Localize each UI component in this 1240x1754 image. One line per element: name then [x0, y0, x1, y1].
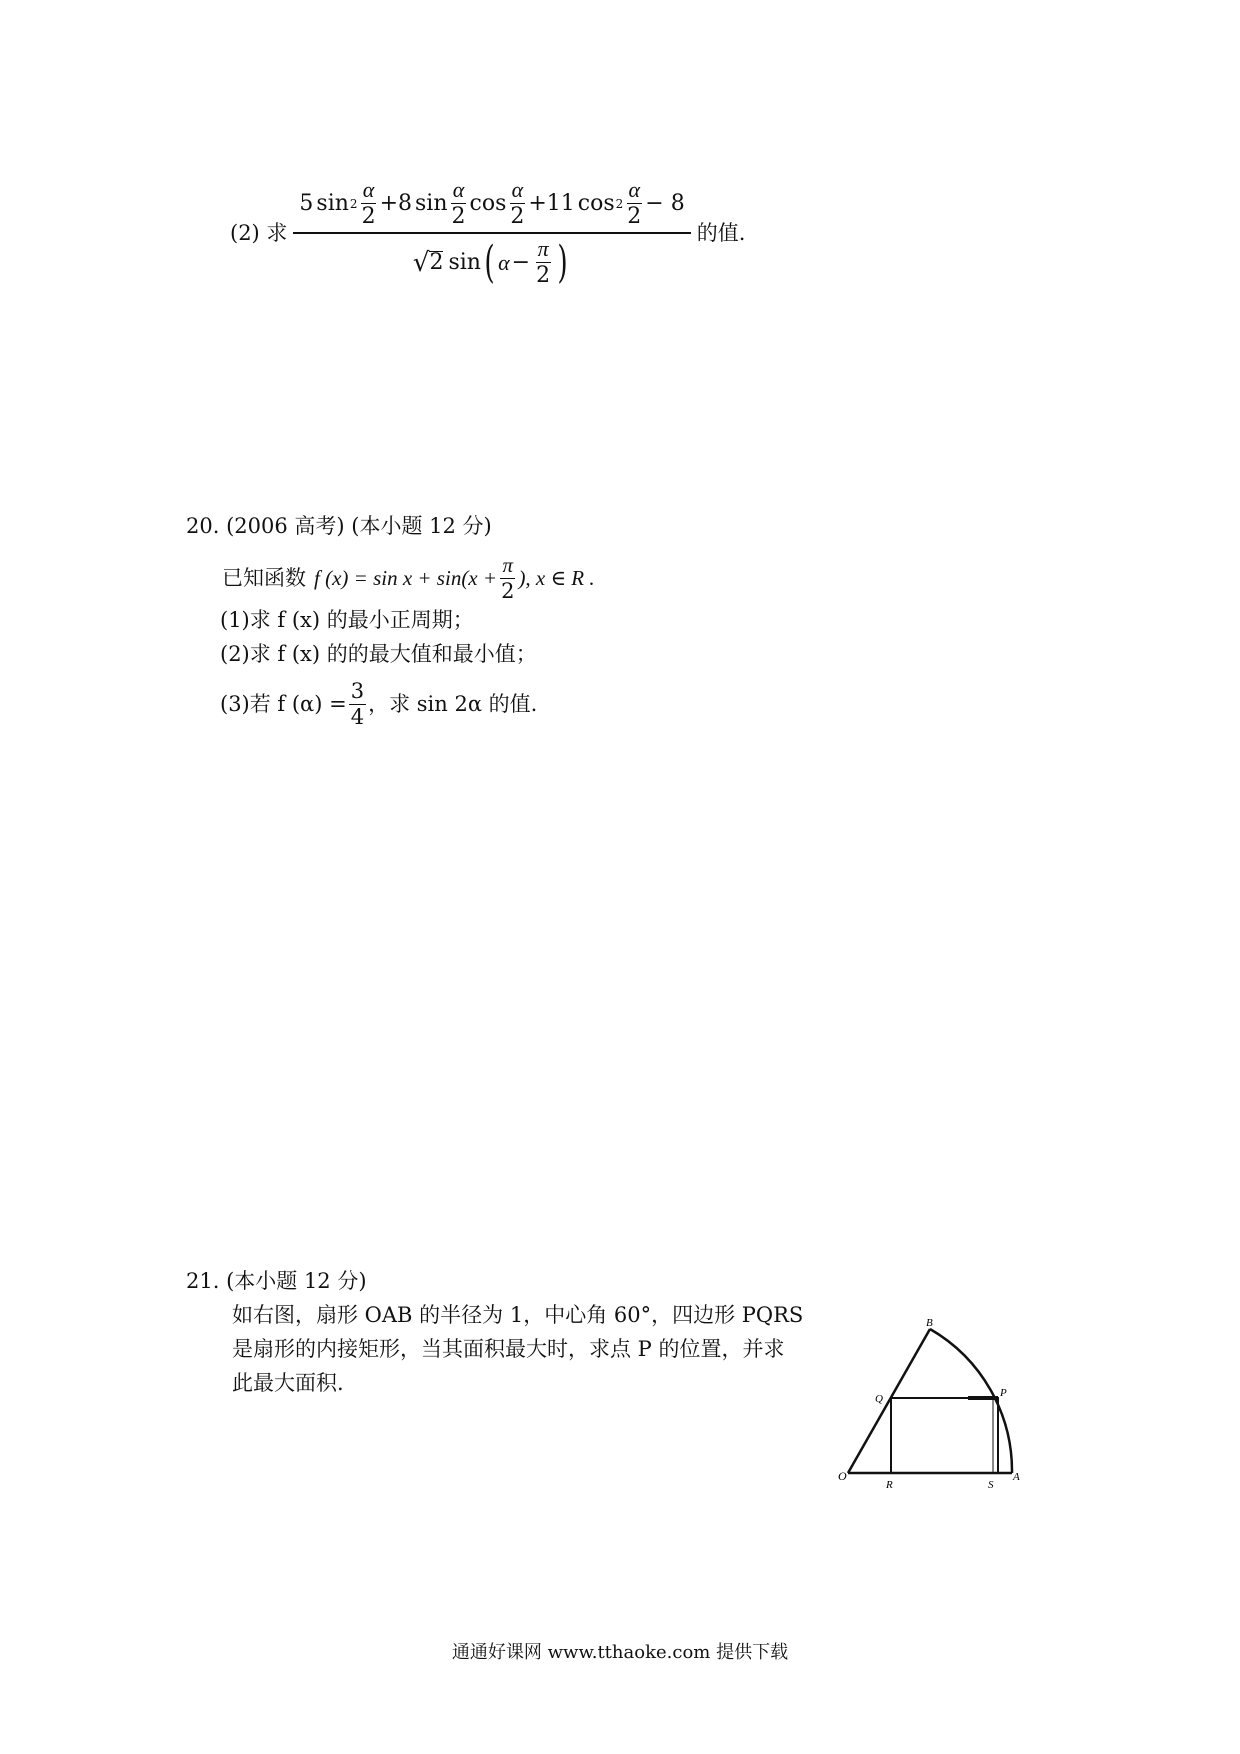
- label-B: B: [926, 1317, 933, 1329]
- sqrt-symbol: √: [412, 247, 430, 278]
- rectangle-PQRS: [891, 1398, 998, 1473]
- q20-header: 20. (2006 高考) (本小题 12 分): [186, 514, 492, 538]
- q20-function-def: 已知函数 f (x) = sin x + sin(x + $\frac{\pi}{2}$ ), x ∈ R .: [222, 552, 595, 603]
- label-S: S: [988, 1479, 994, 1491]
- q21-line2: 是扇形的内接矩形，当其面积最大时，求点 P 的位置，并求: [232, 1337, 785, 1361]
- q21-line1: 如右图，扇形 OAB 的半径为 1，中心角 60°，四边形 PQRS: [232, 1303, 804, 1327]
- q21-header: 21. (本小题 12 分): [186, 1269, 367, 1293]
- q20-part2: (2)求 f (x) 的的最大值和最小值；: [220, 642, 537, 666]
- q19-frac-alpha-half-1: $\frac{\alpha}{2}$: [361, 177, 376, 229]
- left-paren: (: [484, 236, 495, 288]
- label-A: A: [1013, 1471, 1020, 1483]
- q20-part3: (3)若 f (α) = $\frac{3}{4}$ ，求 sin 2α 的值.: [220, 678, 538, 729]
- right-paren: ): [557, 236, 568, 288]
- sector-figure: [830, 1310, 1030, 1510]
- q19-part2-label: (2) 求: [230, 221, 288, 245]
- q19-part2: [230, 178, 745, 288]
- q19-numerator: 5 sin 2 $\frac{\alpha}{2}$ + 8 sin $\frac{\alpha}{2}$ cos $\frac{\alpha}{2}$ + 11 cos 2 $\frac{\alpha}{2}$ − 8: [293, 179, 690, 234]
- radius-OB: [848, 1329, 930, 1473]
- label-P: P: [1000, 1387, 1007, 1399]
- q20-frac-3-4: $\frac{3}{4}$: [350, 678, 365, 729]
- q20-part1: (1)求 f (x) 的最小正周期；: [220, 608, 474, 632]
- q21-line3: 此最大面积.: [232, 1371, 344, 1395]
- q19-frac-alpha-half-3: $\frac{\alpha}{2}$: [510, 177, 525, 229]
- q19-frac-pi-half: $\frac{\pi}{2}$: [536, 236, 551, 288]
- label-O: O: [838, 1469, 847, 1483]
- q19-big-fraction: [293, 179, 690, 287]
- page-footer: 通通好课网 www.tthaoke.com 提供下载: [451, 1642, 789, 1663]
- label-Q: Q: [875, 1393, 883, 1405]
- q20-frac-pi-half: $\frac{\pi}{2}$: [501, 552, 515, 603]
- q19-frac-alpha-half-4: $\frac{\alpha}{2}$: [627, 177, 642, 229]
- q19-denominator: √ 2 sin ( α − $\frac{\pi}{2}$ ): [412, 236, 568, 288]
- q19-frac-alpha-half-2: $\frac{\alpha}{2}$: [451, 177, 466, 229]
- label-R: R: [886, 1479, 893, 1491]
- arc-AB: [930, 1329, 1012, 1473]
- q19-suffix: 的值.: [696, 221, 746, 245]
